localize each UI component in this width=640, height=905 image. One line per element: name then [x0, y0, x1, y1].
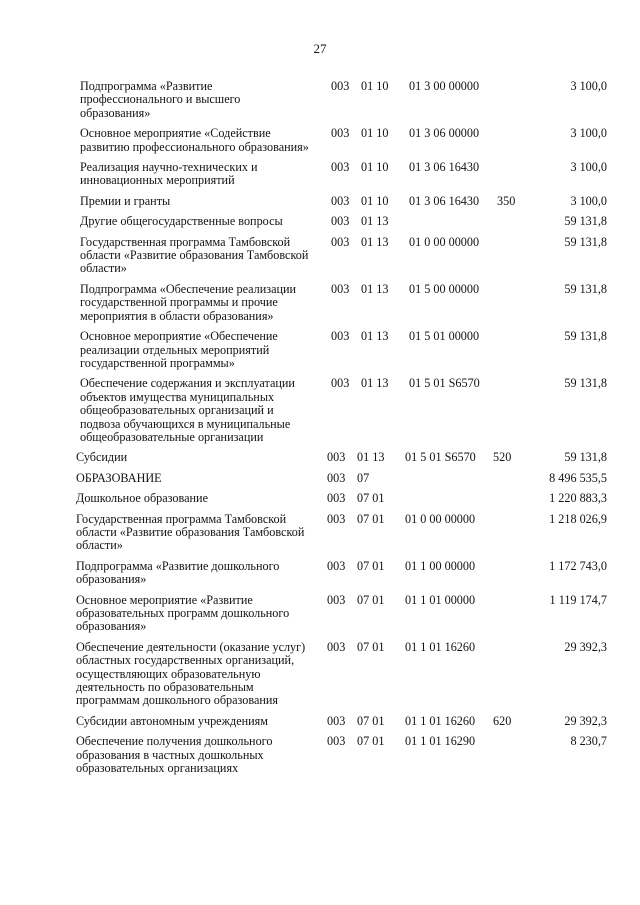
- row-grbs-code: 003: [327, 734, 346, 749]
- row-name: Субсидии автономным учреждениям: [76, 713, 268, 728]
- row-section-code: 07: [357, 470, 370, 485]
- row-name: Другие общегосударственные вопросы: [80, 214, 283, 229]
- row-amount: 59 131,8: [564, 281, 607, 296]
- row-grbs-code: 003: [327, 450, 346, 465]
- row-name: Обеспечение содержания и эксплуатации объектов имущества муниципальных общеобразовательных организаций и подвоза обучающихся в муниципальные общеобразовательные организации: [80, 376, 295, 444]
- row-grbs-code: 003: [331, 160, 350, 175]
- row-name: Обеспечение деятельности (оказание услуг) областных государственных организаций, осуществляющих образовательную деятельность по образовательным программам дошкольного образования: [76, 639, 306, 708]
- row-name: Государственная программа Тамбовской области «Развитие образования Тамбовской области»: [76, 511, 305, 553]
- row-name: Подпрограмма «Обеспечение реализации государственной программы и прочие мероприятия в области образования»: [80, 281, 297, 323]
- table-row: [0, 80, 640, 120]
- row-grbs-code: 003: [331, 214, 350, 229]
- row-target-code: 01 1 01 16290: [405, 734, 476, 749]
- row-section-code: 01 10: [361, 160, 389, 175]
- table-row: [0, 236, 640, 276]
- row-grbs-code: 003: [327, 713, 346, 728]
- row-grbs-code: 003: [331, 126, 350, 141]
- row-amount: 8 496 535,5: [549, 470, 607, 485]
- page-number: 27: [313, 41, 327, 56]
- row-target-code: 01 0 00 00000: [405, 511, 476, 526]
- row-name: Реализация научно-технических и инновационных мероприятий: [80, 160, 258, 188]
- row-amount: 59 131,8: [564, 329, 607, 344]
- table-row: [0, 492, 640, 505]
- table-row: [0, 472, 640, 485]
- row-amount: 59 131,8: [564, 214, 607, 229]
- row-name: Государственная программа Тамбовской области «Развитие образования Тамбовской области»: [80, 234, 309, 276]
- row-amount: 3 100,0: [570, 160, 607, 175]
- table-row: [0, 195, 640, 208]
- row-amount: 3 100,0: [570, 193, 607, 208]
- row-section-code: 07 01: [357, 558, 385, 573]
- row-grbs-code: 003: [327, 491, 346, 506]
- row-section-code: 01 13: [361, 376, 389, 391]
- row-amount: 1 172 743,0: [549, 558, 607, 573]
- row-name: Премии и гранты: [80, 193, 171, 208]
- row-amount: 1 218 026,9: [549, 511, 607, 526]
- row-name: ОБРАЗОВАНИЕ: [76, 470, 162, 485]
- table-row: [0, 127, 640, 154]
- row-amount: 3 100,0: [570, 126, 607, 141]
- row-grbs-code: 003: [331, 281, 350, 296]
- row-grbs-code: 003: [327, 592, 346, 607]
- row-target-code: 01 1 01 16260: [405, 713, 476, 728]
- row-target-code: 01 5 01 00000: [409, 329, 480, 344]
- row-amount: 29 392,3: [564, 713, 607, 728]
- row-target-code: 01 5 01 S6570: [409, 376, 480, 391]
- row-target-code: 01 5 00 00000: [409, 281, 480, 296]
- row-grbs-code: 003: [331, 234, 350, 249]
- table-row: [0, 641, 640, 708]
- row-section-code: 07 01: [357, 734, 385, 749]
- table-row: [0, 715, 640, 728]
- row-section-code: 01 13: [361, 281, 389, 296]
- row-amount: 29 392,3: [564, 639, 607, 654]
- row-section-code: 01 10: [361, 126, 389, 141]
- row-target-code: 01 3 06 16430: [409, 160, 480, 175]
- row-name: Обеспечение получения дошкольного образования в частных дошкольных образовательных организациях: [76, 734, 273, 776]
- row-section-code: 07 01: [357, 511, 385, 526]
- row-section-code: 07 01: [357, 592, 385, 607]
- row-expense-type: 620: [493, 713, 512, 728]
- budget-table: [0, 80, 640, 782]
- row-section-code: 07 01: [357, 713, 385, 728]
- table-row: [0, 215, 640, 228]
- row-expense-type: 520: [493, 450, 512, 465]
- row-grbs-code: 003: [331, 329, 350, 344]
- row-amount: 59 131,8: [564, 234, 607, 249]
- row-amount: 1 220 883,3: [549, 491, 607, 506]
- row-amount: 59 131,8: [564, 376, 607, 391]
- row-target-code: 01 3 06 16430: [409, 193, 480, 208]
- row-name: Основное мероприятие «Развитие образовательных программ дошкольного образования»: [76, 592, 290, 634]
- row-section-code: 07 01: [357, 639, 385, 654]
- table-row: [0, 594, 640, 634]
- row-section-code: 01 13: [361, 234, 389, 249]
- row-target-code: 01 1 01 16260: [405, 639, 476, 654]
- row-section-code: 01 13: [361, 214, 389, 229]
- table-row: [0, 283, 640, 323]
- row-target-code: 01 5 01 S6570: [405, 450, 476, 465]
- row-amount: 59 131,8: [564, 450, 607, 465]
- row-name: Подпрограмма «Развитие профессионального и высшего образования»: [80, 79, 241, 120]
- row-target-code: 01 0 00 00000: [409, 234, 480, 249]
- row-section-code: 01 13: [357, 450, 385, 465]
- row-grbs-code: 003: [327, 639, 346, 654]
- table-row: [0, 560, 640, 587]
- table-row: [0, 377, 640, 444]
- row-section-code: 07 01: [357, 491, 385, 506]
- row-name: Основное мероприятие «Содействие развитию профессионального образования»: [80, 126, 309, 154]
- row-amount: 3 100,0: [570, 79, 607, 93]
- row-grbs-code: 003: [331, 193, 350, 208]
- table-row: [0, 451, 640, 464]
- row-expense-type: 350: [497, 193, 516, 208]
- row-target-code: 01 3 06 00000: [409, 126, 480, 141]
- row-name: Подпрограмма «Развитие дошкольного образования»: [76, 558, 280, 587]
- table-row: [0, 513, 640, 553]
- row-grbs-code: 003: [331, 79, 350, 93]
- row-name: Основное мероприятие «Обеспечение реализации отдельных мероприятий государственной программы»: [80, 329, 278, 370]
- row-grbs-code: 003: [327, 511, 346, 526]
- row-grbs-code: 003: [331, 376, 350, 391]
- table-row: [0, 330, 640, 370]
- row-section-code: 01 10: [361, 193, 389, 208]
- row-name: Дошкольное образование: [76, 491, 208, 506]
- row-amount: 8 230,7: [570, 734, 607, 749]
- row-section-code: 01 13: [361, 329, 389, 344]
- row-amount: 1 119 174,7: [549, 592, 607, 607]
- row-grbs-code: 003: [327, 558, 346, 573]
- row-target-code: 01 3 00 00000: [409, 79, 480, 93]
- row-section-code: 01 10: [361, 79, 389, 93]
- row-name: Субсидии: [76, 450, 128, 465]
- table-row: [0, 161, 640, 188]
- table-row: [0, 735, 640, 775]
- row-target-code: 01 1 00 00000: [405, 558, 476, 573]
- row-target-code: 01 1 01 00000: [405, 592, 476, 607]
- row-grbs-code: 003: [327, 470, 346, 485]
